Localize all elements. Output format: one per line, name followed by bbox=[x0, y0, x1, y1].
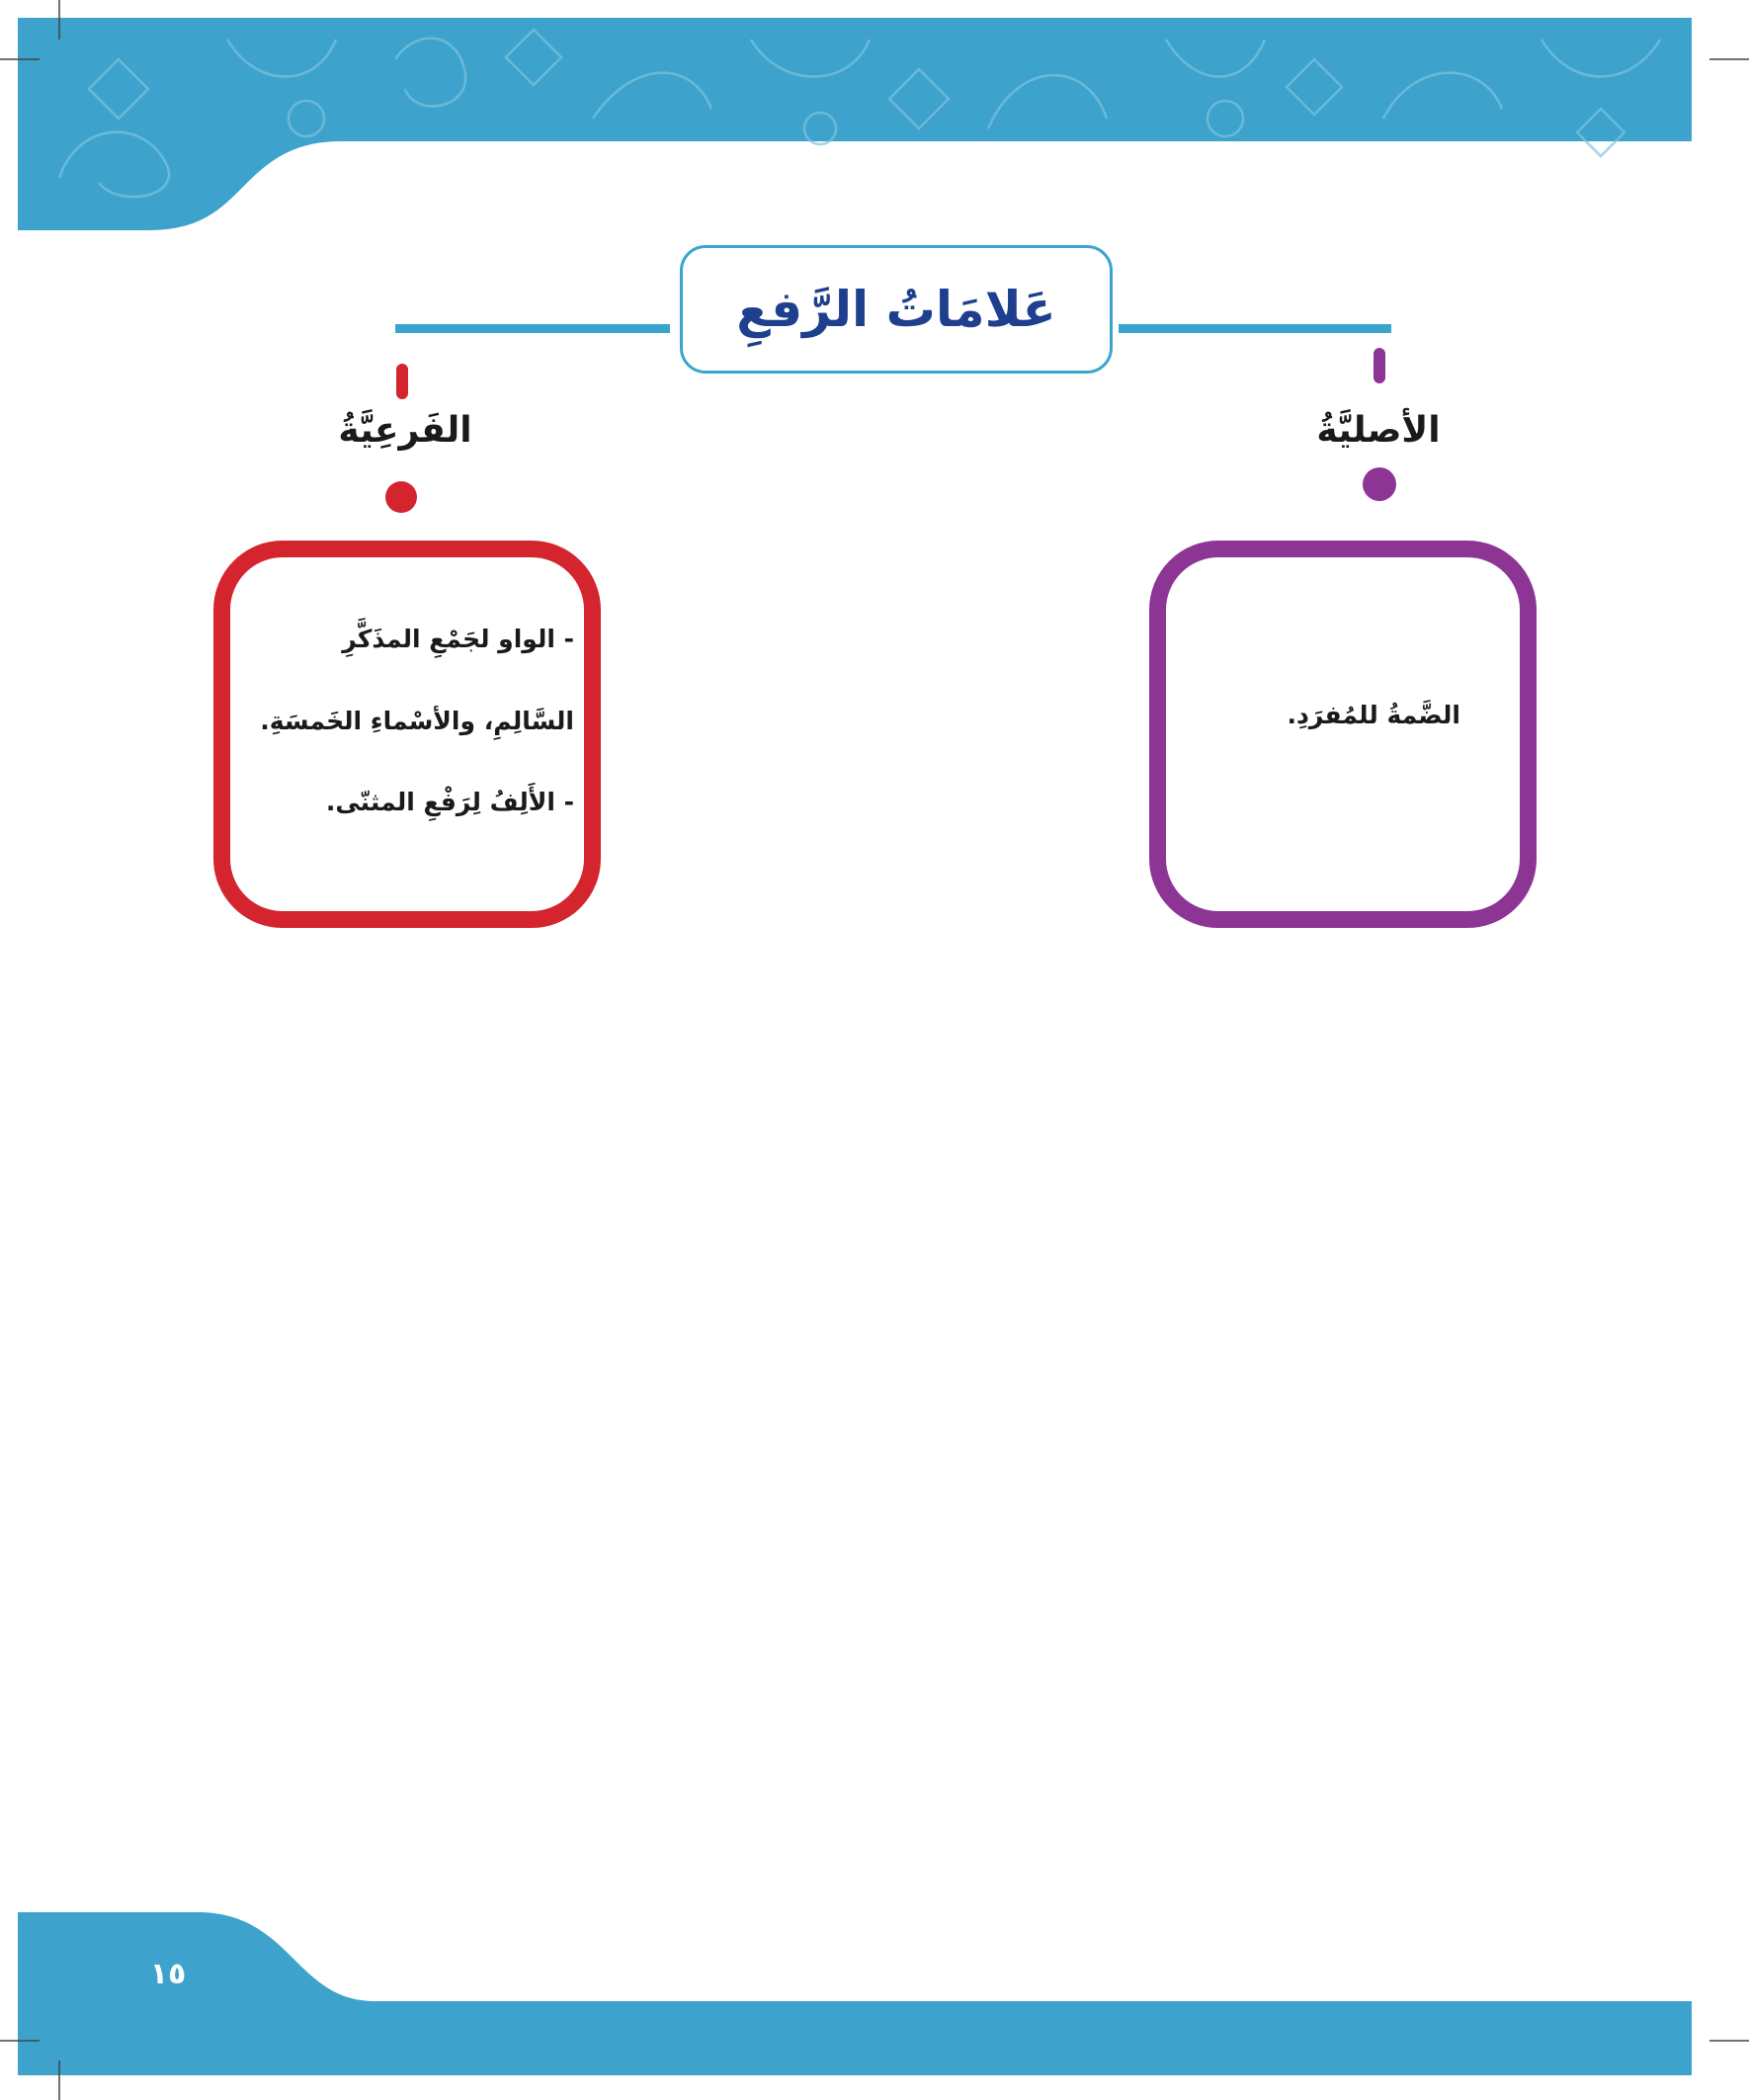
header-band bbox=[18, 18, 1692, 230]
secondary-marks-box bbox=[213, 541, 601, 928]
left-branch-label: الفَرعِيَّةُ bbox=[338, 410, 472, 451]
secondary-mark-line: - الأَلِفُ لِرَفْعِ المثنّى. bbox=[325, 788, 574, 816]
footer-band bbox=[18, 1912, 1692, 2075]
title-box bbox=[680, 245, 1113, 374]
left-branch-tick bbox=[396, 364, 408, 399]
right-branch-tick bbox=[1374, 348, 1385, 383]
secondary-mark-line: - الواو لجَمْعِ المذَكَّرِ bbox=[342, 625, 574, 653]
right-branch-label: الأصليَّةُ bbox=[1316, 410, 1441, 451]
left-branch-dot bbox=[385, 481, 417, 513]
page-title: عَلامَاتُ الرَّفعِ bbox=[736, 281, 1056, 338]
connector-line-right bbox=[1119, 324, 1391, 333]
original-marks-box bbox=[1149, 541, 1537, 928]
connector-line-left bbox=[395, 324, 670, 333]
page-number: ١٥ bbox=[149, 1957, 187, 1991]
original-mark-line: الضَّمةُ للمُفرَدِ. bbox=[1287, 701, 1460, 729]
right-branch-dot bbox=[1363, 467, 1396, 501]
secondary-mark-line: السَّالِمِ، والأسْماءِ الخَمسَةِ. bbox=[260, 707, 574, 735]
